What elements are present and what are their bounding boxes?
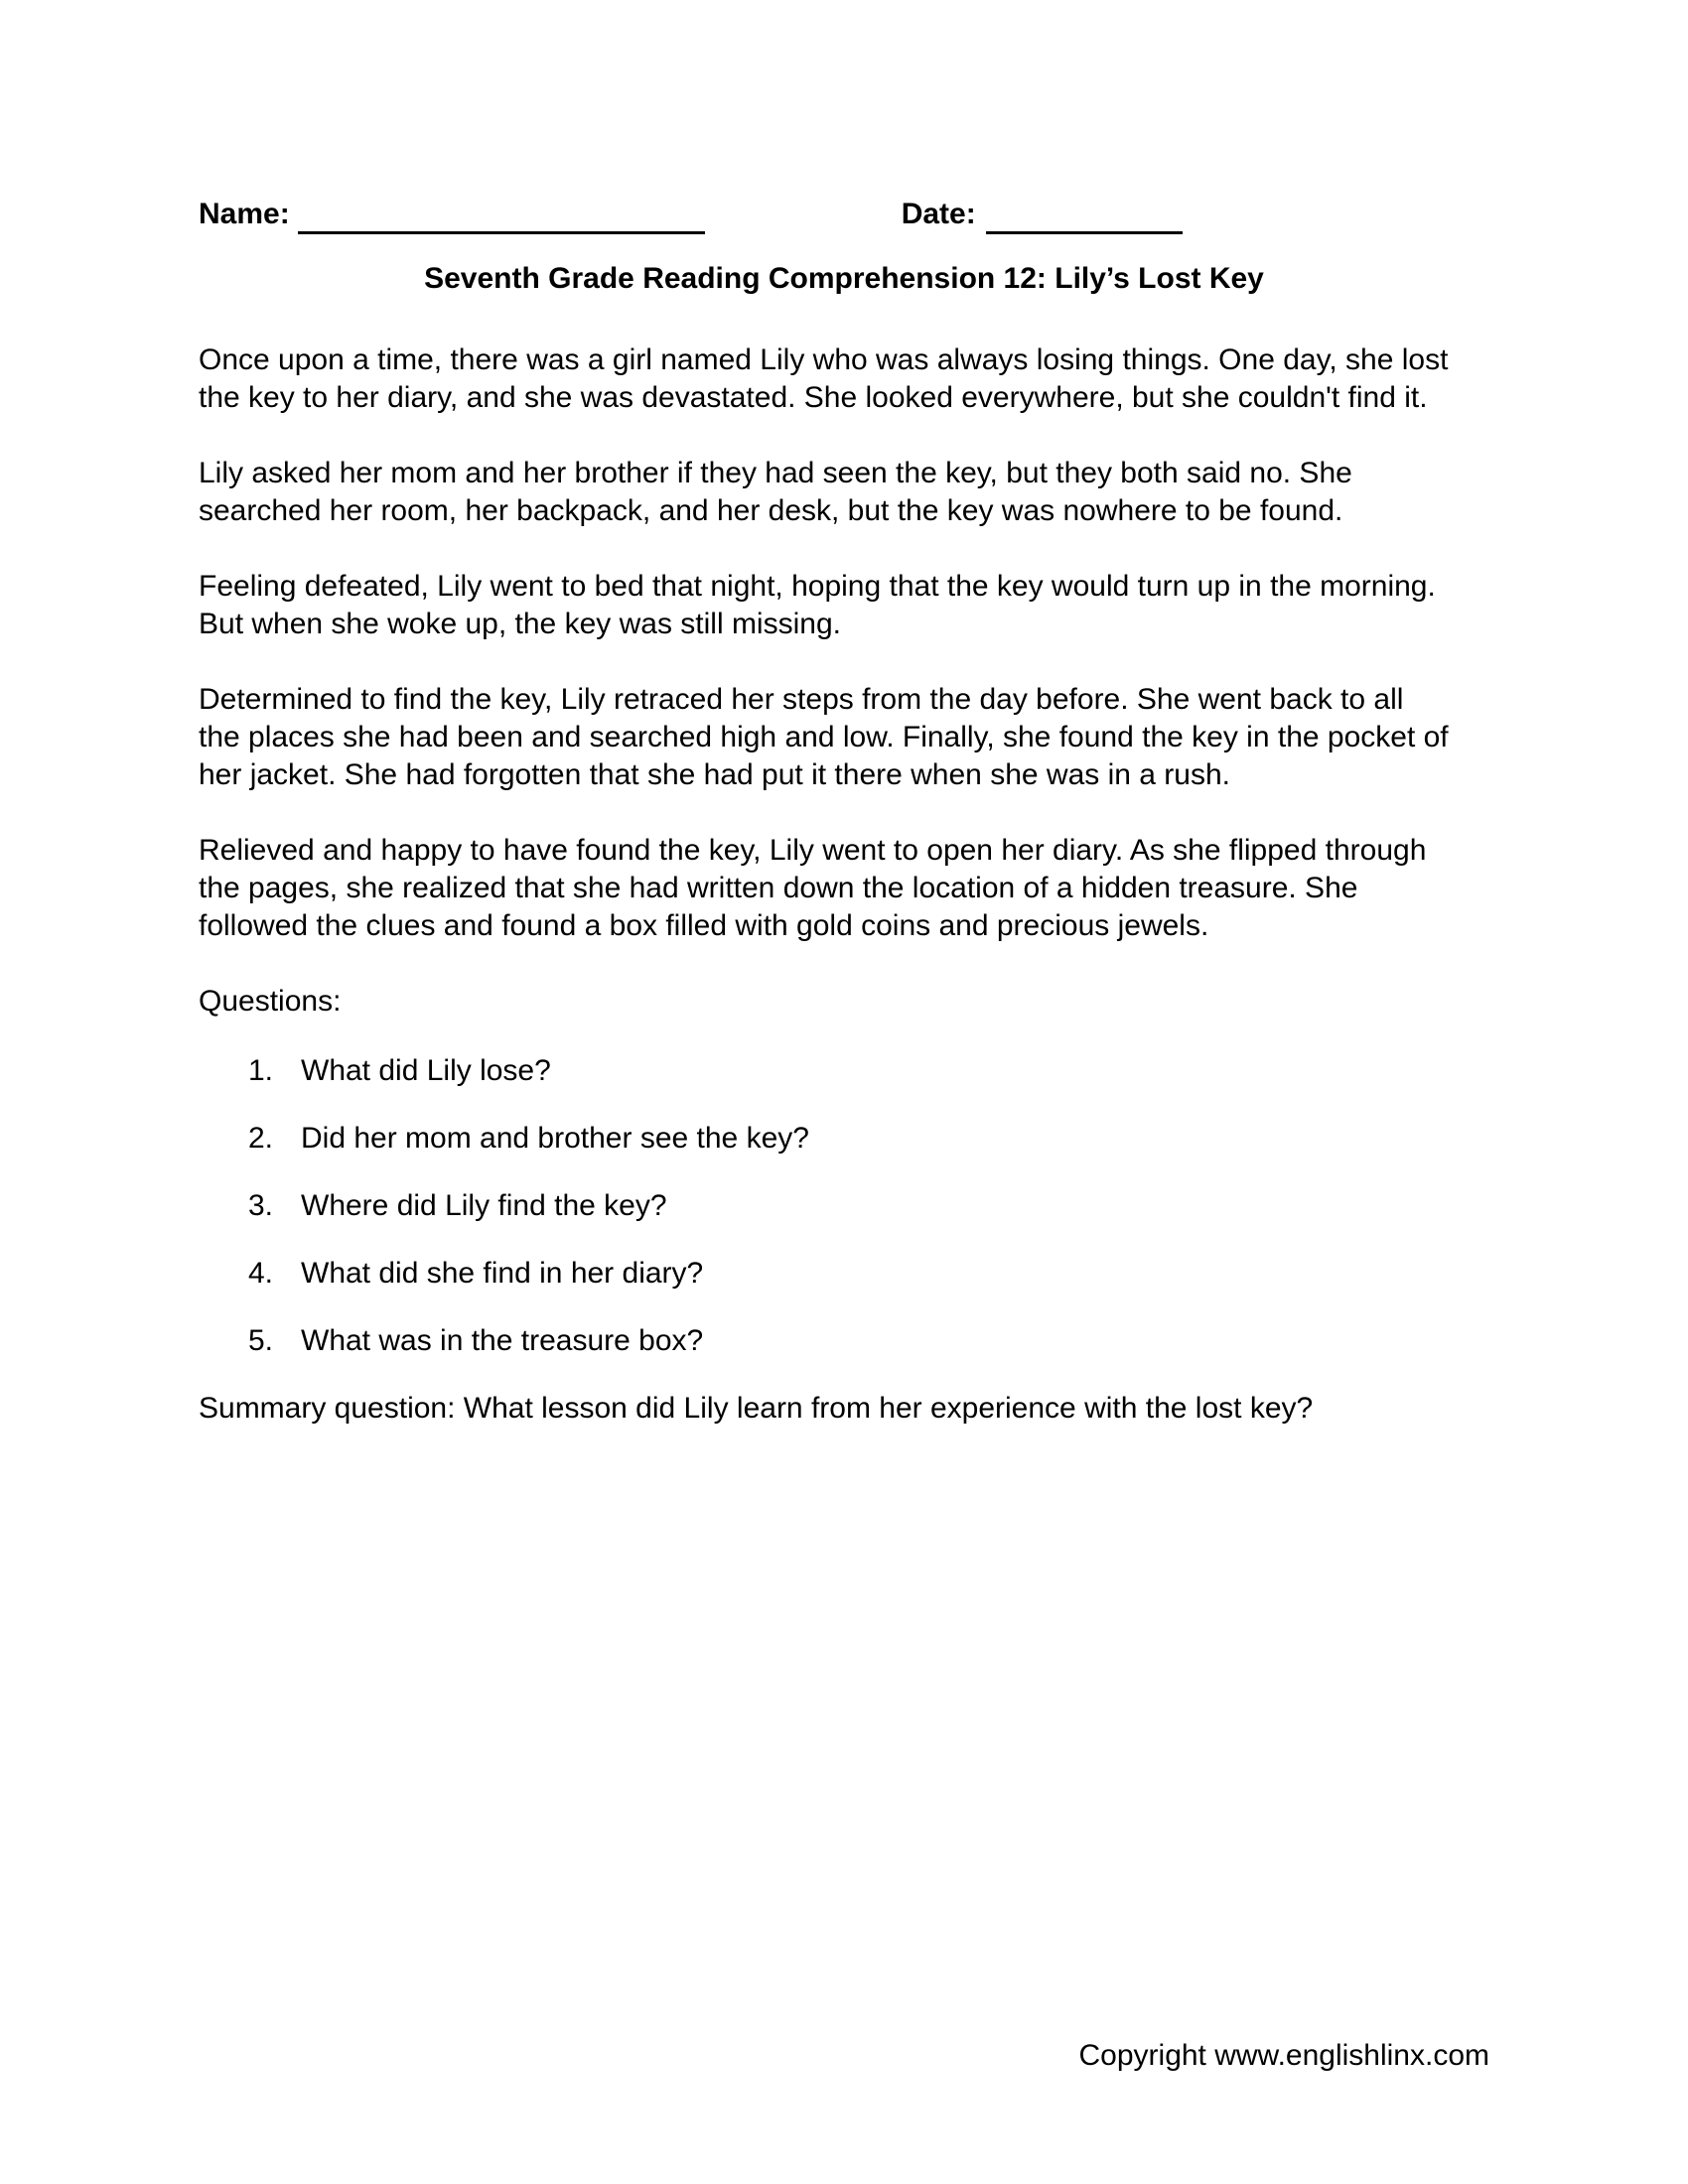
worksheet-title: Seventh Grade Reading Comprehension 12: Lily’s Lost Key [424,262,1264,295]
story-line: But when she woke up, the key was still missing. [199,608,841,640]
story-line: Determined to find the key, Lily retraced her steps from the day before. She went back to all [199,683,1404,716]
story-line: Lily asked her mom and her brother if they had seen the key, but they both said no. She [199,457,1352,489]
name-label: Name: [199,198,290,230]
copyright-notice: Copyright www.englishlinx.com [1078,2039,1489,2072]
story-line: Feeling defeated, Lily went to bed that night, hoping that the key would turn up in the morning. [199,570,1436,603]
question-text: Where did Lily find the key? [301,1189,667,1222]
question-number: 5. [248,1324,274,1357]
summary-question: Summary question: What lesson did Lily learn from her experience with the lost key? [199,1392,1314,1425]
question-number: 3. [248,1189,274,1222]
story-line: the key to her diary, and she was devastated. She looked everywhere, but she couldn't find it. [199,381,1428,414]
question-text: What did Lily lose? [301,1054,551,1087]
question-number: 1. [248,1054,274,1087]
name-blank-line [298,196,705,234]
question-text: Did her mom and brother see the key? [301,1122,809,1155]
question-text: What was in the treasure box? [301,1324,704,1357]
header-row [199,193,1489,234]
questions-label: Questions: [199,985,342,1018]
story-paragraph [199,681,1489,794]
questions-section [199,983,1489,1360]
date-label: Date: [901,198,976,230]
question-item [199,1322,1489,1360]
question-item [199,1187,1489,1225]
story-paragraph [199,455,1489,530]
question-item [199,1052,1489,1090]
story-line: the places she had been and searched high and low. Finally, she found the key in the pocket of [199,721,1449,753]
question-item [199,1255,1489,1293]
question-item [199,1120,1489,1158]
story-paragraph [199,341,1489,417]
story-line: Relieved and happy to have found the key, Lily went to open her diary. As she flipped through [199,834,1427,867]
story-line: followed the clues and found a box filled with gold coins and precious jewels. [199,909,1209,942]
question-number: 4. [248,1257,274,1290]
question-text: What did she find in her diary? [301,1257,704,1290]
question-number: 2. [248,1122,274,1155]
story-section [199,341,1489,945]
story-line: Once upon a time, there was a girl named Lily who was always losing things. One day, she lost [199,343,1449,376]
story-paragraph [199,568,1489,643]
story-paragraph [199,832,1489,945]
date-blank-line [986,196,1183,234]
story-line: her jacket. She had forgotten that she had put it there when she was in a rush. [199,758,1230,791]
story-line: the pages, she realized that she had written down the location of a hidden treasure. She [199,872,1358,904]
story-line: searched her room, her backpack, and her desk, but the key was nowhere to be found. [199,494,1343,527]
